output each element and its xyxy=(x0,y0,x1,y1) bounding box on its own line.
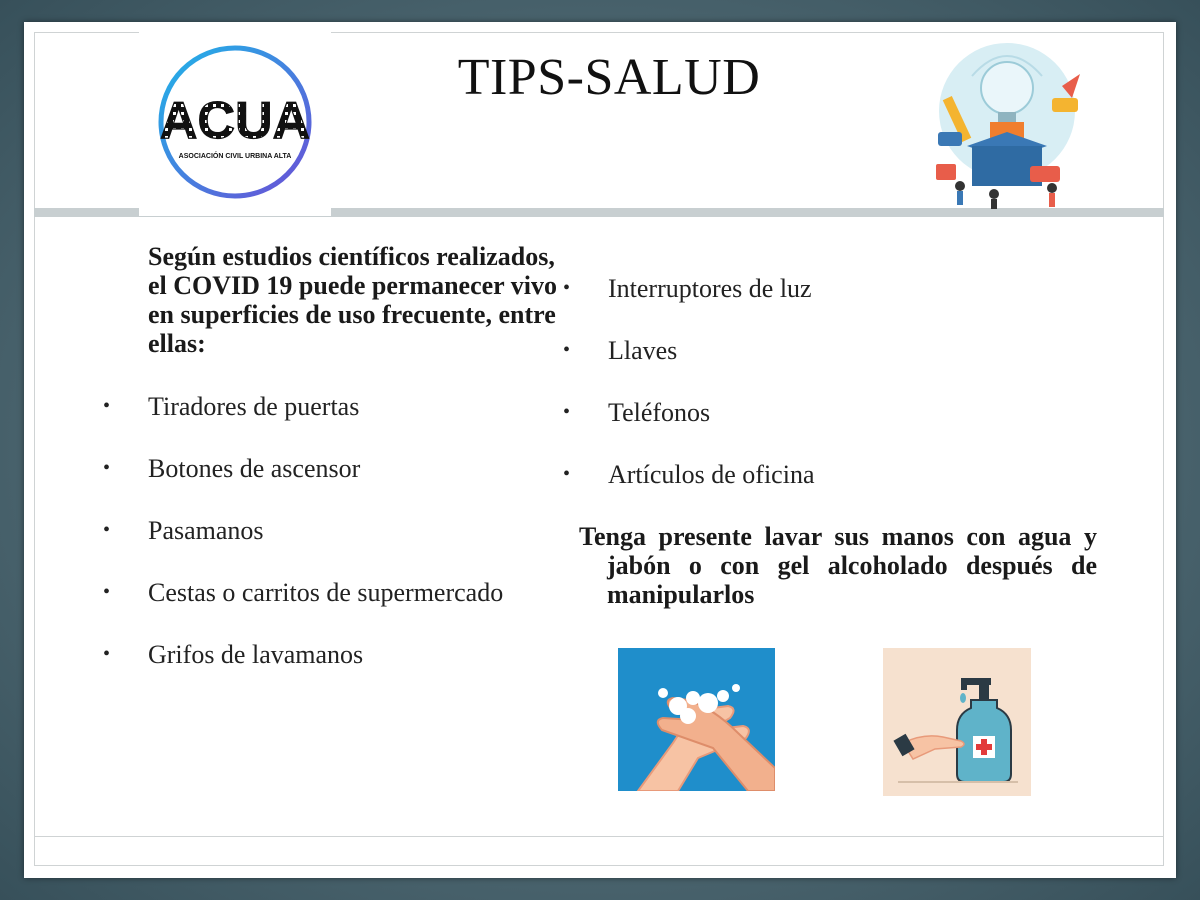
footer-divider xyxy=(34,836,1164,837)
list-item: • Llaves xyxy=(563,336,678,365)
bullet-icon: • xyxy=(103,519,111,541)
handwash-icon xyxy=(618,648,775,791)
bullet-icon: • xyxy=(103,457,111,479)
bullet-icon: • xyxy=(103,395,111,417)
bullet-icon: • xyxy=(103,581,111,603)
slide-title: TIPS-SALUD xyxy=(457,49,761,106)
bullet-icon: • xyxy=(563,339,571,361)
bullet-icon: • xyxy=(563,277,571,299)
lightbulb-ideas-icon xyxy=(912,36,1102,211)
list-item: • Grifos de lavamanos xyxy=(103,640,364,669)
handwash-reminder: Tenga presente lavar sus manos con agua y jabón o con gel alcoholado después de manipularlos xyxy=(579,522,1097,609)
list-item: • Artículos de oficina xyxy=(563,460,815,489)
surface-list-right xyxy=(563,274,1008,522)
sanitizer-icon xyxy=(883,648,1031,796)
list-item: • Pasamanos xyxy=(103,516,264,545)
list-item: • Tiradores de puertas xyxy=(103,392,360,421)
bullet-icon: • xyxy=(103,643,111,665)
logo-wordmark: ACUA xyxy=(159,92,311,150)
slide xyxy=(24,22,1176,878)
list-item: • Interruptores de luz xyxy=(563,274,812,303)
surface-list-left xyxy=(103,392,548,702)
intro-text: Según estudios científicos realizados, el COVID 19 puede permanecer vivo en superficies de uso frecuente, entre ellas: xyxy=(148,242,557,358)
list-item: • Botones de ascensor xyxy=(103,454,361,483)
acua-logo xyxy=(139,30,331,216)
bullet-icon: • xyxy=(563,401,571,423)
logo-tagline: ASOCIACIÓN CIVIL URBINA ALTA xyxy=(178,153,292,160)
list-item: • Cestas o carritos de supermercado xyxy=(103,578,504,607)
list-item: • Teléfonos xyxy=(563,398,711,427)
bullet-icon: • xyxy=(563,463,571,485)
